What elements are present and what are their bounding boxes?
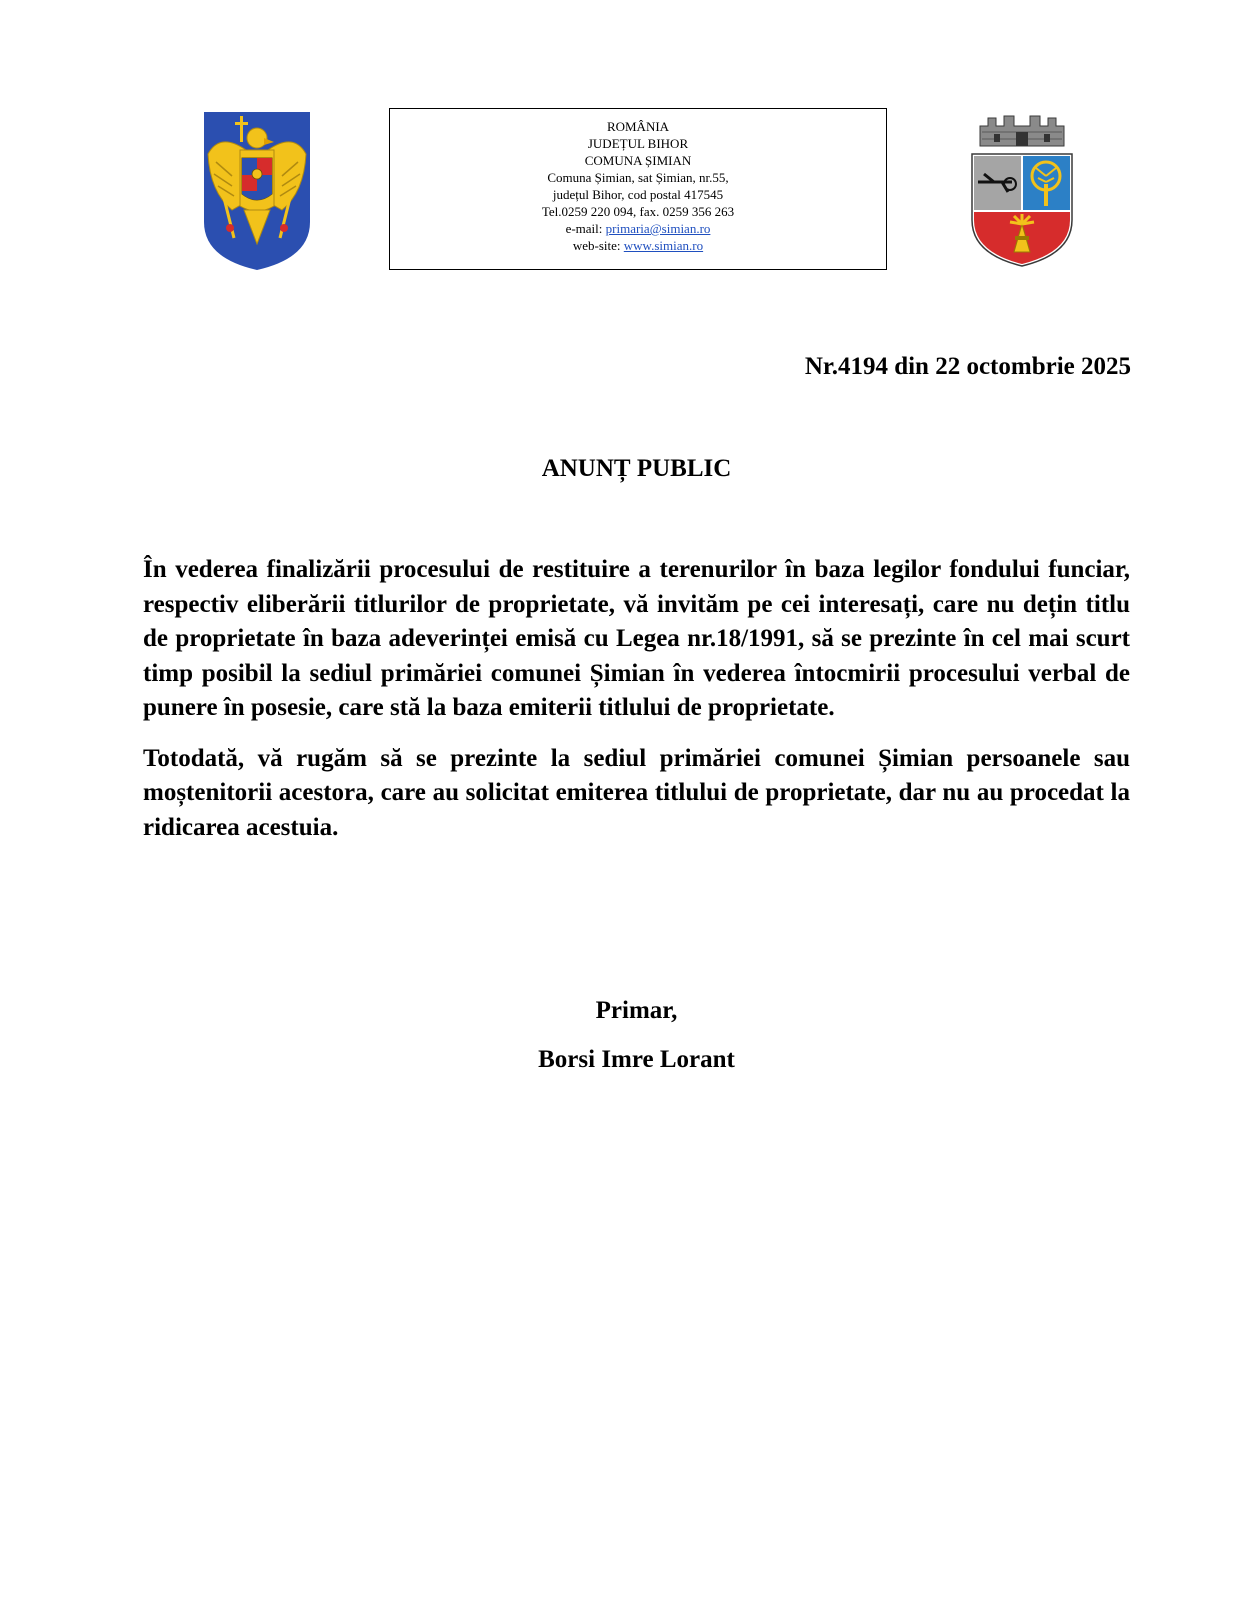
header-contact-box [389,108,887,270]
email-label: e-mail: [565,221,606,236]
header-line-postal: județul Bihor, cod postal 417545 [552,187,724,202]
email-link[interactable]: primaria@simian.ro [605,221,711,236]
header-line-country: ROMÂNIA [606,119,670,134]
website-label: web-site: [572,238,624,253]
announcement-paragraph: În vederea finalizării procesului de restituire a terenurilor în baza legilor fondului funciar, respectiv eliberării titlurilor de proprietate, vă invităm pe cei interesați, care nu dețin titlu de proprietate în baza adeverinței emisă cu Legea nr.18/1991, să se prezinte în cel mai scurt timp posibil la sediul primăriei comunei Șimian în vederea întocmirii procesului verbal de punere în posesie, care stă la baza emiterii titlului de proprietate. [143,556,1130,721]
document-title: ANUNȚ PUBLIC [541,455,732,482]
announcement-paragraph: Totodată, vă rugăm să se prezinte la sediul primăriei comunei Șimian persoanele sau moștenitorii acestora, care au solicitat emiterea titlului de proprietate, dar nu au procedat la ridicarea acestuia. [143,744,1130,841]
header-line-county: JUDEȚUL BIHOR [587,136,689,151]
signature-role: Primar, [595,997,678,1024]
romania-coat-of-arms-icon [202,110,312,272]
header-line-phone: Tel.0259 220 094, fax. 0259 356 263 [541,204,735,219]
simian-coat-of-arms-icon [970,112,1074,268]
header-line-website [390,237,886,254]
header-line-email [390,220,886,237]
signature-name: Borsi Imre Lorant [538,1046,735,1073]
announcement-body [143,553,1130,861]
header-line-address: Comuna Șimian, sat Șimian, nr.55, [547,170,729,185]
document-reference-number: Nr.4194 din 22 octombrie 2025 [804,353,1131,380]
website-link[interactable]: www.simian.ro [623,238,704,253]
header-line-commune: COMUNA ȘIMIAN [584,153,692,168]
